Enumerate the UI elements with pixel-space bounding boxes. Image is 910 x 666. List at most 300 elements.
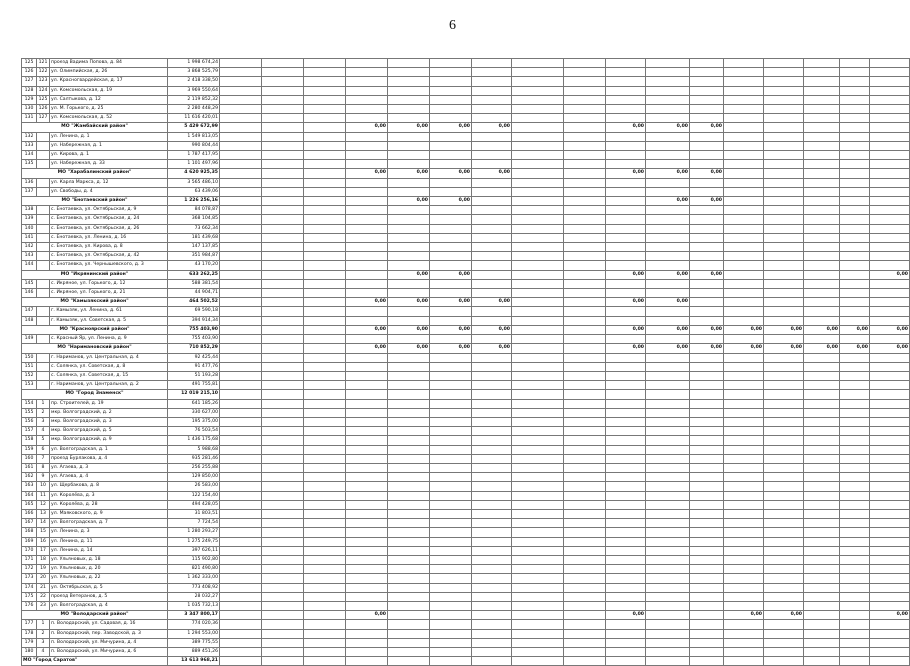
group-subtotal-row bbox=[22, 325, 910, 334]
amount-cell bbox=[388, 390, 430, 399]
total-cost-cell: 44 904,71 bbox=[168, 289, 220, 298]
amount-cell bbox=[564, 482, 606, 491]
total-cost-cell: 91 477,76 bbox=[168, 362, 220, 371]
address-cell: ул. Щербакова, д. 8 bbox=[50, 482, 168, 491]
amount-cell bbox=[804, 381, 840, 390]
amount-cell bbox=[220, 86, 262, 95]
group-name-cell: МО "Город Саратов" bbox=[22, 657, 168, 666]
total-cost-cell: 1 362 333,00 bbox=[168, 574, 220, 583]
amount-cell bbox=[262, 500, 304, 509]
address-cell: ул. Красногвардейская, д. 17 bbox=[50, 77, 168, 86]
amount-cell bbox=[646, 417, 690, 426]
amount-cell bbox=[220, 390, 262, 399]
amount-cell bbox=[430, 417, 472, 426]
amount-cell: 0,00 bbox=[724, 325, 764, 334]
row-subnumber bbox=[37, 243, 50, 252]
amount-cell bbox=[220, 371, 262, 380]
amount-cell bbox=[840, 427, 870, 436]
amount-cell bbox=[804, 399, 840, 408]
amount-cell bbox=[346, 629, 388, 638]
amount-cell: 0,00 bbox=[472, 298, 512, 307]
amount-cell bbox=[220, 381, 262, 390]
amount-cell bbox=[870, 105, 910, 114]
amount-cell bbox=[804, 123, 840, 132]
amount-cell bbox=[724, 95, 764, 104]
amount-cell bbox=[430, 583, 472, 592]
amount-cell bbox=[690, 509, 724, 518]
amount-cell bbox=[646, 445, 690, 454]
group-name-cell: МО "Володарский район" bbox=[22, 611, 168, 620]
amount-cell bbox=[606, 206, 646, 215]
amount-cell: 0,00 bbox=[870, 325, 910, 334]
amount-cell bbox=[564, 528, 606, 537]
amount-cell: 0,00 bbox=[388, 325, 430, 334]
amount-cell bbox=[606, 491, 646, 500]
amount-cell bbox=[724, 233, 764, 242]
amount-cell bbox=[262, 86, 304, 95]
amount-cell bbox=[564, 298, 606, 307]
amount-cell bbox=[388, 362, 430, 371]
row-number: 180 bbox=[22, 648, 37, 657]
amount-cell bbox=[346, 436, 388, 445]
amount-cell bbox=[430, 243, 472, 252]
address-cell: п. Володарский, пер. Заводской, д. 3 bbox=[50, 629, 168, 638]
row-number: 131 bbox=[22, 114, 37, 123]
amount-cell bbox=[870, 59, 910, 68]
amount-cell bbox=[262, 454, 304, 463]
table-row bbox=[22, 86, 910, 95]
amount-cell bbox=[870, 601, 910, 610]
amount-cell bbox=[606, 160, 646, 169]
amount-cell: 0,00 bbox=[690, 123, 724, 132]
amount-cell bbox=[304, 473, 346, 482]
amount-cell bbox=[724, 141, 764, 150]
row-number: 130 bbox=[22, 105, 37, 114]
amount-cell bbox=[388, 114, 430, 123]
amount-cell bbox=[512, 519, 564, 528]
row-subnumber: 3 bbox=[37, 638, 50, 647]
amount-cell: 0,00 bbox=[388, 270, 430, 279]
row-subnumber: 6 bbox=[37, 445, 50, 454]
amount-cell: 0,00 bbox=[606, 611, 646, 620]
amount-cell bbox=[304, 344, 346, 353]
amount-cell bbox=[262, 417, 304, 426]
amount-cell bbox=[564, 316, 606, 325]
amount-cell bbox=[724, 289, 764, 298]
amount-cell bbox=[870, 528, 910, 537]
row-subnumber: 8 bbox=[37, 463, 50, 472]
amount-cell bbox=[764, 114, 804, 123]
amount-cell bbox=[304, 187, 346, 196]
amount-cell bbox=[220, 611, 262, 620]
amount-cell bbox=[220, 491, 262, 500]
amount-cell bbox=[764, 491, 804, 500]
row-number: 148 bbox=[22, 316, 37, 325]
amount-cell bbox=[564, 197, 606, 206]
amount-cell bbox=[346, 151, 388, 160]
amount-cell bbox=[804, 555, 840, 564]
amount-cell bbox=[724, 574, 764, 583]
amount-cell bbox=[220, 197, 262, 206]
table-row bbox=[22, 141, 910, 150]
amount-cell bbox=[724, 362, 764, 371]
amount-cell bbox=[690, 114, 724, 123]
address-cell: с. Енотаевка, ул. Октябрьская, д. 24 bbox=[50, 215, 168, 224]
amount-cell bbox=[804, 620, 840, 629]
amount-cell bbox=[606, 132, 646, 141]
amount-cell bbox=[430, 233, 472, 242]
total-cost-cell: 641 185,26 bbox=[168, 399, 220, 408]
amount-cell bbox=[870, 233, 910, 242]
amount-cell: 0,00 bbox=[690, 197, 724, 206]
amount-cell bbox=[804, 59, 840, 68]
address-cell: с. Енотаевка, ул. Ленина, д. 16 bbox=[50, 233, 168, 242]
amount-cell bbox=[262, 519, 304, 528]
row-number: 138 bbox=[22, 206, 37, 215]
row-number: 152 bbox=[22, 371, 37, 380]
amount-cell bbox=[606, 583, 646, 592]
amount-cell bbox=[430, 224, 472, 233]
row-subnumber bbox=[37, 160, 50, 169]
table-row bbox=[22, 473, 910, 482]
amount-cell bbox=[304, 509, 346, 518]
total-cost-cell: 76 503,54 bbox=[168, 427, 220, 436]
amount-cell bbox=[512, 316, 564, 325]
amount-cell bbox=[304, 601, 346, 610]
address-cell: ул. Ленина, д. 11 bbox=[50, 537, 168, 546]
amount-cell bbox=[690, 546, 724, 555]
amount-cell bbox=[472, 381, 512, 390]
amount-cell bbox=[646, 77, 690, 86]
row-subnumber bbox=[37, 224, 50, 233]
amount-cell bbox=[564, 473, 606, 482]
amount-cell bbox=[804, 178, 840, 187]
amount-cell bbox=[472, 454, 512, 463]
amount-cell bbox=[764, 298, 804, 307]
amount-cell bbox=[606, 316, 646, 325]
amount-cell bbox=[840, 629, 870, 638]
amount-cell bbox=[724, 224, 764, 233]
amount-cell bbox=[646, 592, 690, 601]
amount-cell bbox=[764, 408, 804, 417]
amount-cell bbox=[690, 565, 724, 574]
amount-cell bbox=[512, 555, 564, 564]
total-cost-cell: 63 439,06 bbox=[168, 187, 220, 196]
amount-cell bbox=[804, 611, 840, 620]
amount-cell bbox=[262, 353, 304, 362]
amount-cell bbox=[564, 436, 606, 445]
address-cell: проезд Вадима Попова, д. 84 bbox=[50, 59, 168, 68]
amount-cell bbox=[512, 215, 564, 224]
amount-cell bbox=[346, 537, 388, 546]
amount-cell bbox=[690, 224, 724, 233]
row-subnumber: 21 bbox=[37, 583, 50, 592]
amount-cell bbox=[262, 408, 304, 417]
amount-cell: 0,00 bbox=[388, 123, 430, 132]
row-number: 149 bbox=[22, 335, 37, 344]
amount-cell bbox=[564, 555, 606, 564]
amount-cell bbox=[388, 59, 430, 68]
amount-cell bbox=[724, 381, 764, 390]
amount-cell bbox=[804, 408, 840, 417]
amount-cell bbox=[690, 648, 724, 657]
amount-cell bbox=[472, 132, 512, 141]
total-cost-cell: 1 549 813,05 bbox=[168, 132, 220, 141]
amount-cell bbox=[388, 528, 430, 537]
amount-cell bbox=[430, 86, 472, 95]
amount-cell bbox=[512, 141, 564, 150]
amount-cell bbox=[262, 289, 304, 298]
amount-cell bbox=[262, 601, 304, 610]
total-cost-cell: 3 868 525,79 bbox=[168, 68, 220, 77]
amount-cell bbox=[262, 583, 304, 592]
amount-cell bbox=[724, 123, 764, 132]
amount-cell bbox=[690, 399, 724, 408]
amount-cell bbox=[262, 371, 304, 380]
row-subnumber bbox=[37, 252, 50, 261]
amount-cell bbox=[512, 528, 564, 537]
amount-cell bbox=[430, 187, 472, 196]
amount-cell bbox=[870, 178, 910, 187]
amount-cell bbox=[262, 629, 304, 638]
row-number: 176 bbox=[22, 601, 37, 610]
amount-cell bbox=[724, 77, 764, 86]
amount-cell bbox=[764, 381, 804, 390]
amount-cell bbox=[430, 335, 472, 344]
amount-cell bbox=[262, 59, 304, 68]
table-row bbox=[22, 620, 910, 629]
total-cost-cell: 491 755,81 bbox=[168, 381, 220, 390]
amount-cell bbox=[764, 583, 804, 592]
amount-cell bbox=[304, 86, 346, 95]
row-subnumber: 4 bbox=[37, 427, 50, 436]
amount-cell bbox=[764, 252, 804, 261]
amount-cell bbox=[388, 261, 430, 270]
amount-cell bbox=[220, 252, 262, 261]
amount-cell bbox=[690, 601, 724, 610]
amount-cell bbox=[690, 86, 724, 95]
amount-cell bbox=[870, 509, 910, 518]
amount-cell: 0,00 bbox=[430, 270, 472, 279]
amount-cell bbox=[512, 178, 564, 187]
amount-cell bbox=[606, 473, 646, 482]
amount-cell bbox=[262, 657, 304, 666]
amount-cell bbox=[870, 657, 910, 666]
amount-cell bbox=[870, 371, 910, 380]
amount-cell bbox=[606, 261, 646, 270]
amount-cell bbox=[472, 316, 512, 325]
amount-cell bbox=[724, 546, 764, 555]
amount-cell bbox=[646, 509, 690, 518]
amount-cell bbox=[430, 105, 472, 114]
amount-cell bbox=[346, 390, 388, 399]
amount-cell bbox=[512, 289, 564, 298]
amount-cell bbox=[764, 473, 804, 482]
amount-cell bbox=[430, 519, 472, 528]
amount-cell bbox=[430, 261, 472, 270]
amount-cell bbox=[606, 463, 646, 472]
amount-cell: 0,00 bbox=[724, 344, 764, 353]
amount-cell: 0,00 bbox=[606, 169, 646, 178]
amount-cell bbox=[388, 565, 430, 574]
amount-cell bbox=[764, 178, 804, 187]
amount-cell bbox=[430, 206, 472, 215]
address-cell: ул. Кирова, д. 1 bbox=[50, 151, 168, 160]
amount-cell bbox=[430, 454, 472, 463]
amount-cell bbox=[346, 500, 388, 509]
amount-cell bbox=[606, 445, 646, 454]
amount-cell bbox=[690, 408, 724, 417]
amount-cell bbox=[724, 298, 764, 307]
amount-cell bbox=[564, 463, 606, 472]
amount-cell bbox=[606, 601, 646, 610]
amount-cell bbox=[512, 611, 564, 620]
amount-cell bbox=[646, 206, 690, 215]
amount-cell bbox=[388, 105, 430, 114]
total-cost-cell: 773 408,92 bbox=[168, 583, 220, 592]
amount-cell bbox=[840, 473, 870, 482]
table-row bbox=[22, 427, 910, 436]
amount-cell bbox=[690, 491, 724, 500]
amount-cell: 0,00 bbox=[690, 344, 724, 353]
row-subnumber: 20 bbox=[37, 574, 50, 583]
amount-cell bbox=[346, 289, 388, 298]
amount-cell bbox=[646, 491, 690, 500]
amount-cell bbox=[220, 224, 262, 233]
amount-cell: 0,00 bbox=[472, 344, 512, 353]
amount-cell bbox=[804, 132, 840, 141]
amount-cell bbox=[262, 243, 304, 252]
amount-cell bbox=[262, 279, 304, 288]
amount-cell bbox=[870, 132, 910, 141]
amount-cell: 0,00 bbox=[606, 325, 646, 334]
amount-cell bbox=[840, 565, 870, 574]
amount-cell bbox=[430, 289, 472, 298]
amount-cell bbox=[764, 215, 804, 224]
total-cost-cell: 122 154,40 bbox=[168, 491, 220, 500]
amount-cell bbox=[646, 638, 690, 647]
amount-cell bbox=[646, 86, 690, 95]
address-cell: мкр. Волгоградский, д. 5 bbox=[50, 427, 168, 436]
amount-cell bbox=[388, 482, 430, 491]
amount-cell bbox=[764, 224, 804, 233]
amount-cell bbox=[764, 187, 804, 196]
amount-cell bbox=[564, 105, 606, 114]
amount-cell bbox=[512, 583, 564, 592]
amount-cell bbox=[840, 463, 870, 472]
amount-cell bbox=[388, 491, 430, 500]
amount-cell bbox=[388, 583, 430, 592]
amount-cell bbox=[804, 353, 840, 362]
amount-cell bbox=[262, 169, 304, 178]
group-name-cell: МО "Енотаевский район" bbox=[22, 197, 168, 206]
amount-cell bbox=[512, 537, 564, 546]
amount-cell bbox=[764, 601, 804, 610]
amount-cell bbox=[346, 491, 388, 500]
amount-cell bbox=[262, 95, 304, 104]
amount-cell bbox=[304, 316, 346, 325]
amount-cell bbox=[512, 270, 564, 279]
amount-cell bbox=[564, 243, 606, 252]
amount-cell bbox=[606, 565, 646, 574]
row-number: 125 bbox=[22, 59, 37, 68]
amount-cell bbox=[564, 151, 606, 160]
amount-cell bbox=[262, 151, 304, 160]
amount-cell bbox=[606, 509, 646, 518]
amount-cell bbox=[512, 473, 564, 482]
amount-cell bbox=[606, 141, 646, 150]
amount-cell bbox=[724, 252, 764, 261]
amount-cell bbox=[870, 252, 910, 261]
amount-cell bbox=[430, 463, 472, 472]
amount-cell bbox=[840, 620, 870, 629]
amount-cell bbox=[262, 528, 304, 537]
amount-cell bbox=[646, 289, 690, 298]
amount-cell bbox=[304, 325, 346, 334]
amount-cell bbox=[764, 390, 804, 399]
amount-cell bbox=[430, 482, 472, 491]
amount-cell bbox=[764, 565, 804, 574]
amount-cell bbox=[840, 114, 870, 123]
amount-cell bbox=[606, 500, 646, 509]
amount-cell: 0,00 bbox=[472, 169, 512, 178]
amount-cell bbox=[220, 408, 262, 417]
amount-cell bbox=[220, 95, 262, 104]
amount-cell bbox=[724, 353, 764, 362]
total-cost-cell: 821 490,80 bbox=[168, 565, 220, 574]
amount-cell bbox=[564, 353, 606, 362]
amount-cell bbox=[724, 390, 764, 399]
amount-cell bbox=[472, 233, 512, 242]
amount-cell bbox=[840, 95, 870, 104]
amount-cell bbox=[346, 206, 388, 215]
amount-cell bbox=[840, 648, 870, 657]
amount-cell bbox=[804, 454, 840, 463]
amount-cell bbox=[804, 270, 840, 279]
amount-cell bbox=[220, 335, 262, 344]
amount-cell bbox=[564, 307, 606, 316]
amount-cell bbox=[472, 629, 512, 638]
amount-cell bbox=[870, 187, 910, 196]
amount-cell bbox=[840, 178, 870, 187]
amount-cell: 0,00 bbox=[804, 325, 840, 334]
amount-cell bbox=[646, 141, 690, 150]
amount-cell bbox=[388, 519, 430, 528]
amount-cell bbox=[646, 381, 690, 390]
amount-cell bbox=[606, 454, 646, 463]
amount-cell bbox=[512, 482, 564, 491]
address-cell: ул. Маяковского, д. 9 bbox=[50, 509, 168, 518]
amount-cell bbox=[606, 592, 646, 601]
row-number: 137 bbox=[22, 187, 37, 196]
row-subnumber bbox=[37, 307, 50, 316]
amount-cell bbox=[388, 289, 430, 298]
amount-cell bbox=[870, 353, 910, 362]
amount-cell bbox=[840, 289, 870, 298]
amount-cell bbox=[220, 417, 262, 426]
total-cost-cell: 389 775,55 bbox=[168, 638, 220, 647]
amount-cell bbox=[646, 500, 690, 509]
amount-cell bbox=[346, 574, 388, 583]
table-row bbox=[22, 105, 910, 114]
amount-cell bbox=[724, 68, 764, 77]
row-number: 142 bbox=[22, 243, 37, 252]
row-subnumber bbox=[37, 215, 50, 224]
amount-cell bbox=[430, 114, 472, 123]
amount-cell bbox=[472, 436, 512, 445]
amount-cell bbox=[220, 307, 262, 316]
amount-cell bbox=[220, 620, 262, 629]
